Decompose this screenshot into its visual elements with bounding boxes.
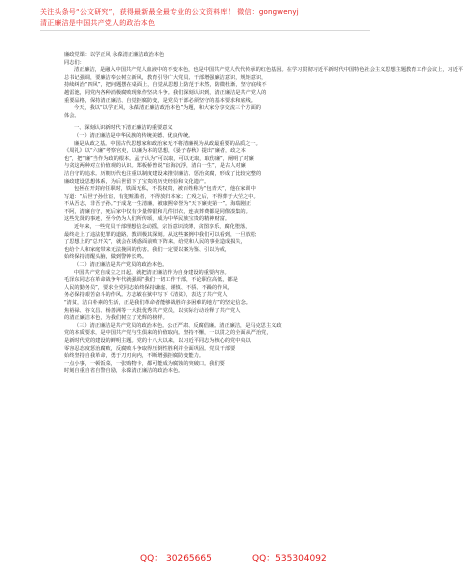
text-line: 清正廉洁，是融入中国共产党人血液中的不变本色，也是中国共产党人代代传承的红色基因。在学习贯彻习近平新时代中国特色社会主义思想主题教育工作会议上，习近平 — [74, 67, 463, 74]
text-line: 的清正廉洁本色，为我们树立了光辉的榜样。 — [64, 315, 168, 322]
text-line: （三）清正廉洁是共产党员的政治本色。公正严肃、反腐倡廉。清正廉洁，是马克思主义政 — [74, 322, 282, 329]
text-line: 与贪这两种对立价值观的认识。郑板桥曾说“宦海沉浮，清白一生”，是古人对廉 — [64, 163, 246, 170]
text-line: 越雷池，同党内各种消极腐败现象作坚决斗争。我们深刻认识到，清正廉洁是共产党人的 — [64, 89, 267, 96]
text-line: 近年来，一些党员干部理想信念动摇，宗旨意识淡薄，贪图享乐，腐化堕落， — [74, 224, 251, 231]
section-heading: （一）清正廉洁是中华民族的传统美德、优良传统。 — [74, 132, 194, 139]
banner-line-1: 关注头条号“公文研究”，获得最新最全最专业的公文资料库！ 微信：gongwenyj — [40, 8, 299, 16]
text-line: 零容忍态度惩治腐败，反腐败斗争取得压倒性胜利并全面巩固。党员干部要 — [64, 345, 236, 352]
text-line: 中国共产党自成立之日起，就把清正廉洁作为自身建设的重要内容。 — [74, 269, 230, 276]
text-line: 总书记强调，要廉洁奉公树立新风，教育引导广大党员、干部增强廉洁意识，规矩意识， — [64, 74, 267, 81]
text-line: 廉政党课：以学正风 永葆清正廉洁政治本色 — [64, 52, 165, 58]
banner-divider — [40, 30, 370, 31]
text-line: 始终坚持自我革命，勇于刀刃向内，不断增强拒腐防变能力。 — [64, 353, 205, 360]
text-line: 写道：“后世子孙仕宦，有犯赃滥者，不得放归本家；亡殁之后，不得葬于大茔之中。 — [64, 193, 259, 200]
footer-qq-1: QQ： 30265665 — [140, 554, 212, 564]
text-line: 也给个人和家庭带来无法挽回的伤害。我们一定要以案为鉴、引以为戒， — [64, 246, 231, 253]
text-line: 务必保持艰苦奋斗的作风。方志敏在狱中写下《清贫》，表达了共产党人 — [64, 292, 228, 299]
text-line: 包拯在开封府任职时，铁面无私，不畏权贵，被百姓称为“包青天”，他在家训中 — [74, 186, 256, 193]
text-line: 洁自守的追求。历朝历代也注重以制度建设来推崇廉洁、惩治贪腐，形成了比较完整的 — [64, 170, 262, 177]
banner-line-2: 清正廉洁是中国共产党人的政治本色 — [40, 19, 156, 27]
text-line: 持续纠治“四风”，把问题摆在桌面上，自觉从思想上防范于未然，防微杜渐，坚守底线不 — [64, 82, 267, 89]
text-line: 同志们： — [64, 59, 85, 66]
text-line: 重要品格，保持清正廉洁、自觉拒腐防变，是党员干部必须坚守的基本要求和底线。 — [64, 97, 256, 104]
text-line: “清贫，洁白朴素的生活，正是我们革命者能够战胜许多困难的地方”的坚定信念。 — [64, 300, 251, 306]
text-line: 了思想上的“总开关”，就会在诱惑面前败下阵来，给党和人民的事业造成损失， — [64, 239, 246, 246]
document-body — [64, 52, 463, 376]
text-line: 时刻自重自省自警自励，永葆清正廉洁的政治本色。 — [64, 368, 184, 375]
text-line: 《周礼》以“六廉”考察官吏，以廉为本的思想，《晏子春秋》提出“廉者，政之本 — [64, 148, 246, 155]
text-line: 这些先贤的事迹，至今仍为人们所传颂，成为中华民族宝贵的精神财富。 — [64, 216, 231, 223]
text-line: 廉政建设思想体系，为后世留下了宝贵的历史经验和文化遗产。 — [64, 178, 210, 185]
text-line: 也”，把“廉”当作为政的根本。孟子认为“可以取，可以无取，取伤廉”，阐明了对廉 — [64, 155, 254, 162]
text-line: 始终保持清醒头脑，做到警钟长鸣。 — [64, 254, 148, 261]
text-line: 廉是从政之基。中国古代思想家和政治家无不将清廉视为从政最重要的品质之一。 — [74, 140, 261, 147]
text-line: 毛泽东同志在革命战争年代就强调“我们一切工作干部，不论职位高低，都是 — [64, 277, 238, 284]
text-line: 焦裕禄、谷文昌、杨善洲等一大批优秀共产党员，以实际行动诠释了共产党人 — [64, 307, 241, 314]
text-line: 是新时代党的建设的鲜明主题。党的十八大以来，以习近平同志为核心的党中央以 — [64, 337, 251, 344]
text-line: 党的本质要求，是中国共产党与生俱来的价值取向。坚持不懈，一以贯之的全面从严治党， — [64, 330, 272, 337]
section-heading: 一、深刻认识新时代下清正廉洁的重要意义 — [74, 125, 173, 132]
top-banner — [0, 0, 408, 46]
text-line: 一点小事，一顿饭菜，一张购物卡，都可能成为腐蚀的突破口。我们要 — [64, 360, 225, 367]
text-line: 不从吾志，非吾子孙。”于成龙一生清廉，被康熙帝誉为“天下廉吏第一”。海瑞刚正 — [64, 201, 252, 208]
banner-text — [40, 7, 380, 29]
text-line: 体会。 — [64, 112, 80, 119]
text-line: 不阿，清廉自守，死后家中仅有少量俸银和几件旧衣，连丧葬费都是同僚凑集的。 — [64, 208, 251, 215]
text-line: 人民的勤务员”，要求全党同志始终保持谦虚、谨慎、不骄、不躁的作风， — [64, 284, 233, 291]
footer-contact — [0, 544, 408, 574]
section-heading: （二）清正廉洁是共产党员的政治本色。 — [74, 262, 168, 269]
text-line: 今天，我以“以学正风，永葆清正廉洁政治本色”为题，和大家分享交流三个方面的 — [74, 105, 261, 112]
footer-qq-2: QQ：535304092 — [252, 554, 327, 564]
text-line: 最终走上了违法犯罪的道路，教训极其深刻。从这些案例中我们可以看到，一旦放松 — [64, 231, 256, 238]
